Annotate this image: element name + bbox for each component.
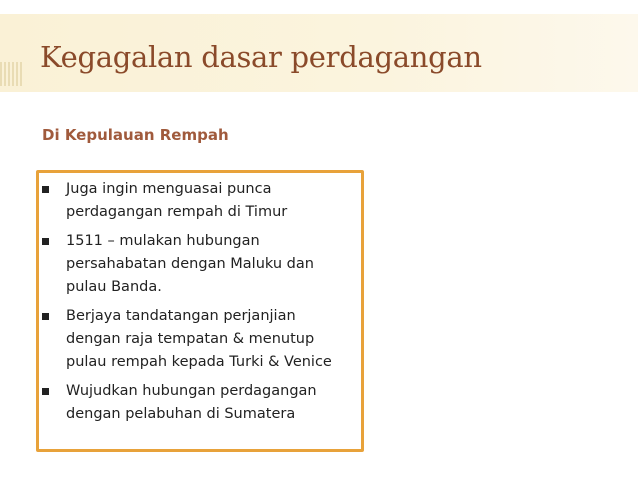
bullet-line: 1511 – mulakan hubungan	[66, 233, 260, 249]
slide-title: Kegagalan dasar perdagangan	[40, 40, 482, 74]
bullet-line: pulau rempah kepada Turki & Venice	[66, 354, 332, 370]
title-decoration	[0, 62, 22, 86]
square-bullet-icon	[42, 186, 49, 193]
bullet-line: dengan raja tempatan & menutup	[66, 331, 315, 347]
slide-subtitle: Di Kepulauan Rempah	[42, 126, 229, 144]
bullet-line: Berjaya tandatangan perjanjian	[66, 308, 296, 324]
bullet-line: pulau Banda.	[66, 279, 162, 295]
square-bullet-icon	[42, 238, 49, 245]
bullet-line: dengan pelabuhan di Sumatera	[66, 406, 296, 422]
square-bullet-icon	[42, 313, 49, 320]
bullet-line: persahabatan dengan Maluku dan	[66, 256, 314, 272]
bullet-line: Juga ingin menguasai punca	[66, 181, 272, 197]
bullet-item	[40, 380, 356, 426]
bullet-item	[40, 178, 356, 224]
square-bullet-icon	[42, 388, 49, 395]
bullet-item	[40, 305, 356, 374]
bullet-line: Wujudkan hubungan perdagangan	[66, 383, 317, 399]
bullet-list	[40, 178, 356, 432]
bullet-item	[40, 230, 356, 299]
bullet-line: perdagangan rempah di Timur	[66, 204, 288, 220]
